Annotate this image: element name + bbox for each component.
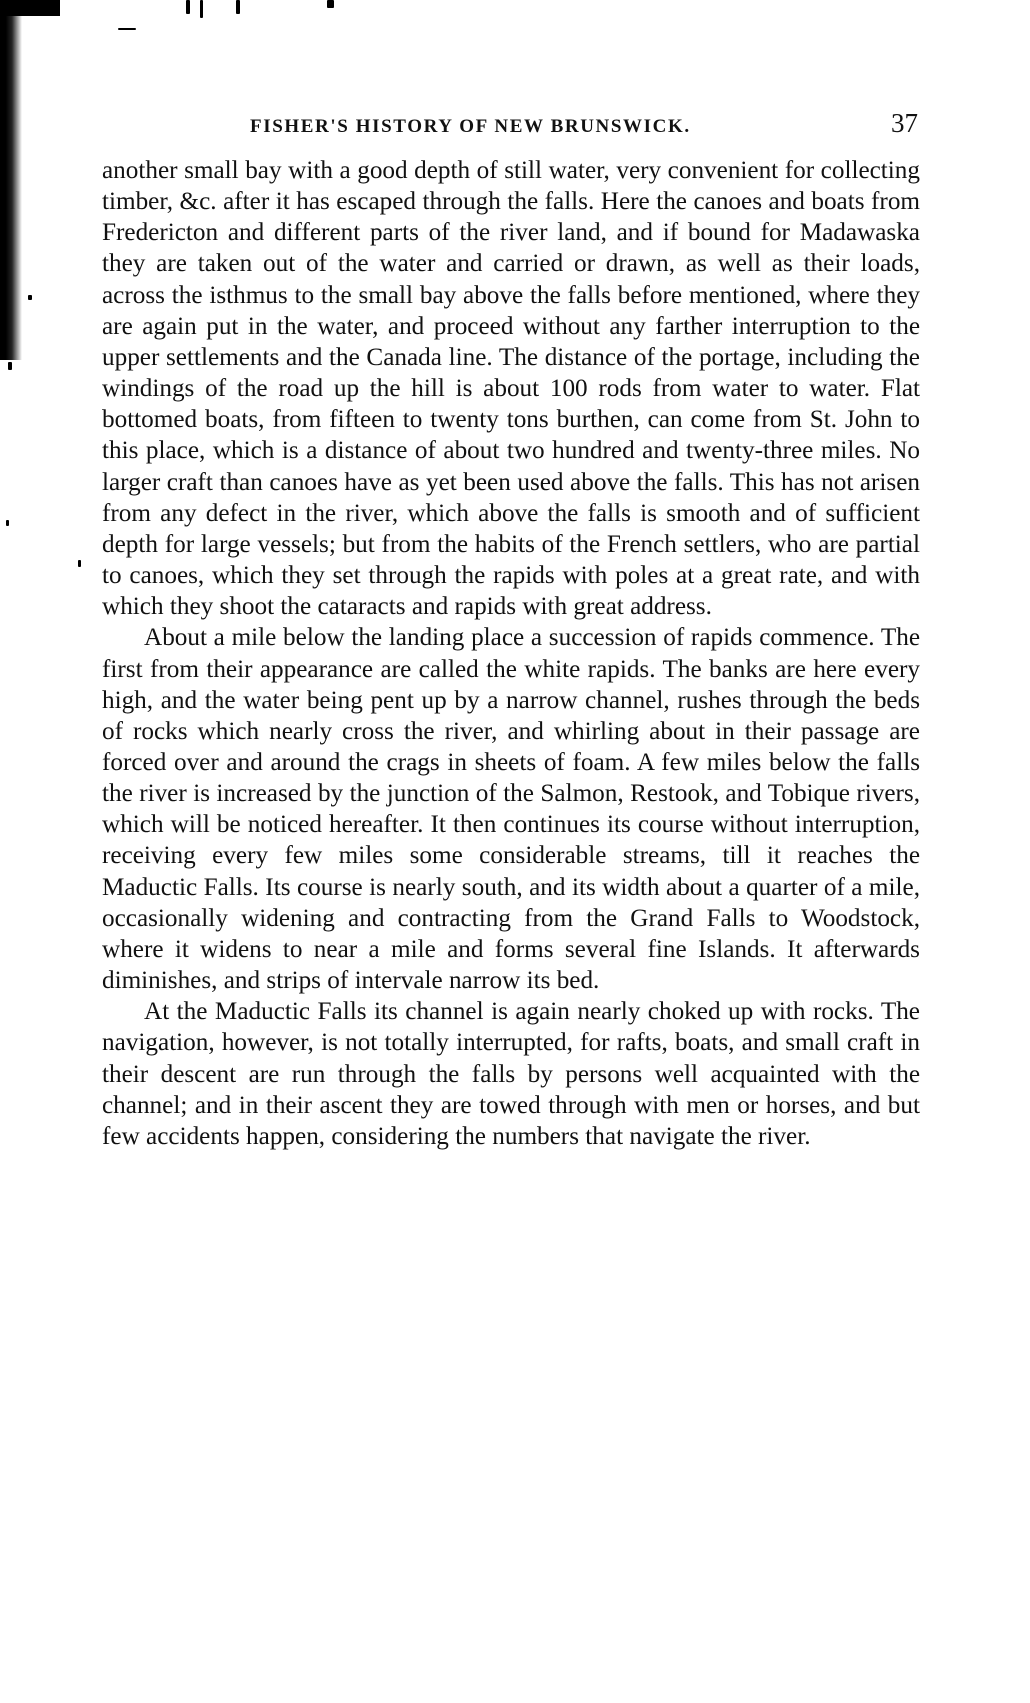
body-text — [102, 155, 920, 1152]
scan-speck — [78, 560, 81, 567]
scan-speck — [236, 0, 240, 14]
scan-speck — [6, 520, 9, 526]
paragraph: At the Maductic Falls its channel is again nearly choked up with rocks. The navigation, however, is not totally interrupted, for rafts, boats, and small craft in their descent are run through the falls by persons well acquainted with the channel; and in their ascent they are towed through with men or horses, and but few accidents happen, considering the numbers that navigate the river. — [102, 998, 920, 1150]
scan-corner-shadow — [0, 0, 60, 16]
running-title: FISHER'S HISTORY OF NEW BRUNSWICK. — [250, 116, 691, 137]
scan-speck — [186, 0, 190, 14]
page-header — [102, 108, 922, 148]
scan-speck — [118, 28, 136, 30]
scan-speck — [327, 0, 334, 8]
scan-edge-shadow — [0, 0, 22, 360]
page-number: 37 — [891, 108, 918, 138]
scan-speck — [28, 295, 32, 300]
paragraph: another small bay with a good depth of still water, very convenient for collecting timber, &c. after it has escaped through the falls. Here the canoes and boats from Fredericton and different parts of the river land, and if bound for Madawaska they are taken out of the water and carried or drawn, as well as their loads, across the isthmus to the small bay above the falls before mentioned, where they are again put in the water, and proceed without any farther interruption to the upper settlements and the Canada line. The distance of the portage, including the windings of the road up the hill is about 100 rods from water to water. Flat bottomed boats, from fifteen to twenty tons burthen, can come from St. John to this place, which is a distance of about two hundred and twenty-three miles. No larger craft than canoes have as yet been used above the falls. This has not arisen from any defect in the river, which above the falls is smooth and of sufficient depth for large vessels; but from the habits of the French settlers, who are partial to canoes, which they set through the rapids with poles at a great rate, and with which they shoot the cataracts and rapids with great address. — [102, 157, 920, 621]
paragraph: About a mile below the landing place a succession of rapids commence. The first from their appearance are called the white rapids. The banks are here every high, and the water being pent up by a narrow channel, rushes through the beds of rocks which nearly cross the river, and whirling about in their passage are forced over and around the crags in sheets of foam. A few miles below the falls the river is increased by the junction of the Salmon, Restook, and Tobique rivers, which will be noticed hereafter. It then continues its course without interruption, receiving every few miles some considerable streams, till it reaches the Maductic Falls. Its course is nearly south, and its width about a quarter of a mile, occasionally widening and contracting from the Grand Falls to Woodstock, where it widens to near a mile and forms several fine Islands. It afterwards diminishes, and strips of intervale narrow its bed. — [102, 624, 920, 995]
scan-speck — [200, 0, 203, 18]
scan-speck — [8, 362, 12, 370]
